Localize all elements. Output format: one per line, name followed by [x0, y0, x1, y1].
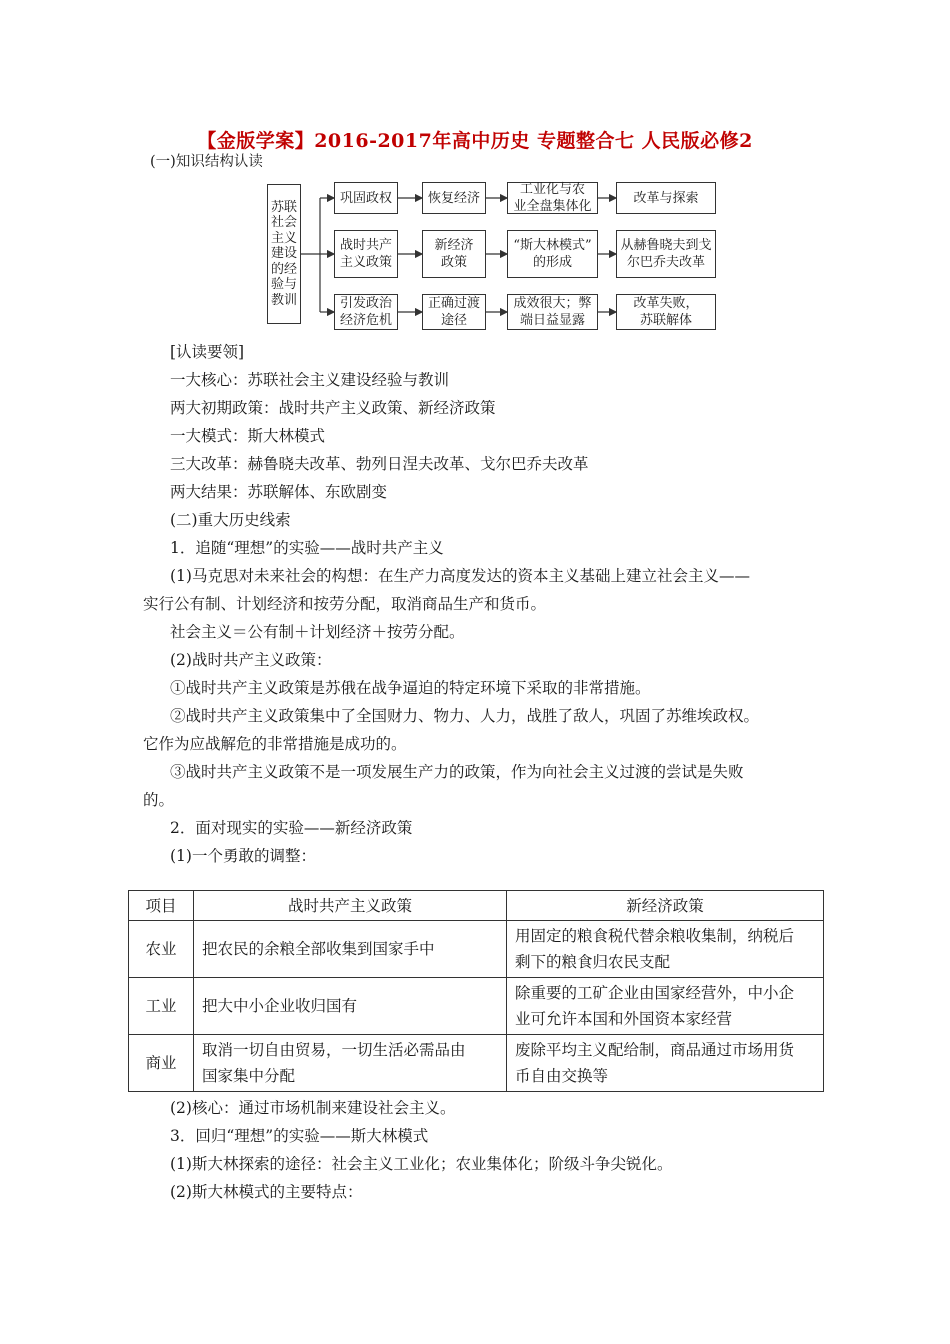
body-line: (2)战时共产主义政策：: [170, 651, 332, 669]
table-cell: 取消一切自由贸易，一切生活必需品由 国家集中分配: [194, 1035, 507, 1092]
body-line: (1)马克思对未来社会的构想：在生产力高度发达的资本主义基础上建立社会主义——: [170, 567, 750, 585]
body-line: 两大结果：苏联解体、东欧剧变: [170, 483, 388, 501]
table-cell: 废除平均主义配给制，商品通过市场用货 币自由交换等: [507, 1035, 824, 1092]
body-line: 三大改革：赫鲁晓夫改革、勃列日涅夫改革、戈尔巴乔夫改革: [170, 455, 589, 473]
body-line: (2)斯大林模式的主要特点：: [170, 1183, 363, 1201]
section-heading-structure: (一)知识结构认读: [150, 154, 263, 170]
diagram-box: 改革失败， 苏联解体: [616, 294, 716, 330]
diagram-box: 成效很大；弊 端日益显露: [507, 294, 598, 330]
body-line: 实行公有制、计划经济和按劳分配，取消商品生产和货币。: [143, 595, 547, 613]
diagram-box: 改革与探索: [616, 182, 716, 214]
diagram-root-text: 主义: [270, 230, 297, 246]
body-line: ③战时共产主义政策不是一项发展生产力的政策，作为向社会主义过渡的尝试是失败: [170, 763, 744, 781]
diagram-box: 恢复经济: [422, 182, 486, 214]
knowledge-structure-diagram: [260, 176, 740, 332]
body-line: (1)一个勇敢的调整：: [170, 847, 316, 865]
body-line: ①战时共产主义政策是苏俄在战争逼迫的特定环境下采取的非常措施。: [170, 679, 651, 697]
body-line: 3．回归“理想”的实验——斯大林模式: [170, 1127, 429, 1145]
diagram-root-text: 的经: [270, 261, 297, 277]
body-line: 1．追随“理想”的实验——战时共产主义: [170, 539, 444, 557]
body-line: 的。: [143, 791, 175, 809]
body-line: 社会主义＝公有制＋计划经济＋按劳分配。: [170, 623, 465, 641]
table-cell: 商业: [129, 1035, 194, 1092]
body-line: 它作为应战解危的非常措施是成功的。: [143, 735, 407, 753]
table-cell: 工业: [129, 978, 194, 1035]
diagram-box: 新经济 政策: [422, 230, 486, 278]
body-line: (2)核心：通过市场机制来建设社会主义。: [170, 1099, 456, 1117]
diagram-root-text: 社会: [270, 215, 297, 231]
body-line: 2．面对现实的实验——新经济政策: [170, 819, 413, 837]
body-line: (1)斯大林探索的途径：社会主义工业化；农业集体化；阶级斗争尖锐化。: [170, 1155, 673, 1173]
body-line: [认读要领]: [170, 343, 245, 361]
diagram-box: 工业化与农 业全盘集体化: [507, 182, 598, 214]
diagram-root-text: 验与: [270, 277, 297, 293]
policy-comparison-table: [128, 890, 824, 1092]
body-line: 一大核心：苏联社会主义建设经验与教训: [170, 371, 450, 389]
body-line: 一大模式：斯大林模式: [170, 427, 326, 445]
diagram-root-text: 教训: [270, 292, 297, 308]
diagram-box: 战时共产 主义政策: [334, 230, 398, 278]
table-cell: 把农民的余粮全部收集到国家手中: [194, 921, 507, 978]
diagram-root-text: 建设: [270, 246, 297, 262]
table-cell: 用固定的粮食税代替余粮收集制，纳税后 剩下的粮食归农民支配: [507, 921, 824, 978]
diagram-root-box: [267, 184, 301, 324]
diagram-root-text: 苏联: [270, 199, 297, 215]
table-row: [129, 921, 824, 978]
diagram-box: 引发政治 经济危机: [334, 294, 398, 330]
diagram-box: 从赫鲁晓夫到戈 尔巴乔夫改革: [616, 230, 716, 278]
table-header-nep: 新经济政策: [507, 891, 824, 921]
table-row: [129, 978, 824, 1035]
table-header-war-communism: 战时共产主义政策: [194, 891, 507, 921]
diagram-box: “斯大林模式” 的形成: [507, 230, 598, 278]
diagram-box: 正确过渡 途径: [422, 294, 486, 330]
diagram-box: 巩固政权: [334, 182, 398, 214]
table-row: [129, 1035, 824, 1092]
table-cell: 把大中小企业收归国有: [194, 978, 507, 1035]
table-header-item: 项目: [129, 891, 194, 921]
table-cell: 农业: [129, 921, 194, 978]
body-line: (二)重大历史线索: [170, 511, 291, 529]
page-title: 【金版学案】2016-2017年高中历史 专题整合七 人民版必修2: [197, 130, 753, 152]
body-line: 两大初期政策：战时共产主义政策、新经济政策: [170, 399, 496, 417]
table-cell: 除重要的工矿企业由国家经营外，中小企 业可允许本国和外国资本家经营: [507, 978, 824, 1035]
body-line: ②战时共产主义政策集中了全国财力、物力、人力，战胜了敌人，巩固了苏维埃政权。: [170, 707, 760, 725]
